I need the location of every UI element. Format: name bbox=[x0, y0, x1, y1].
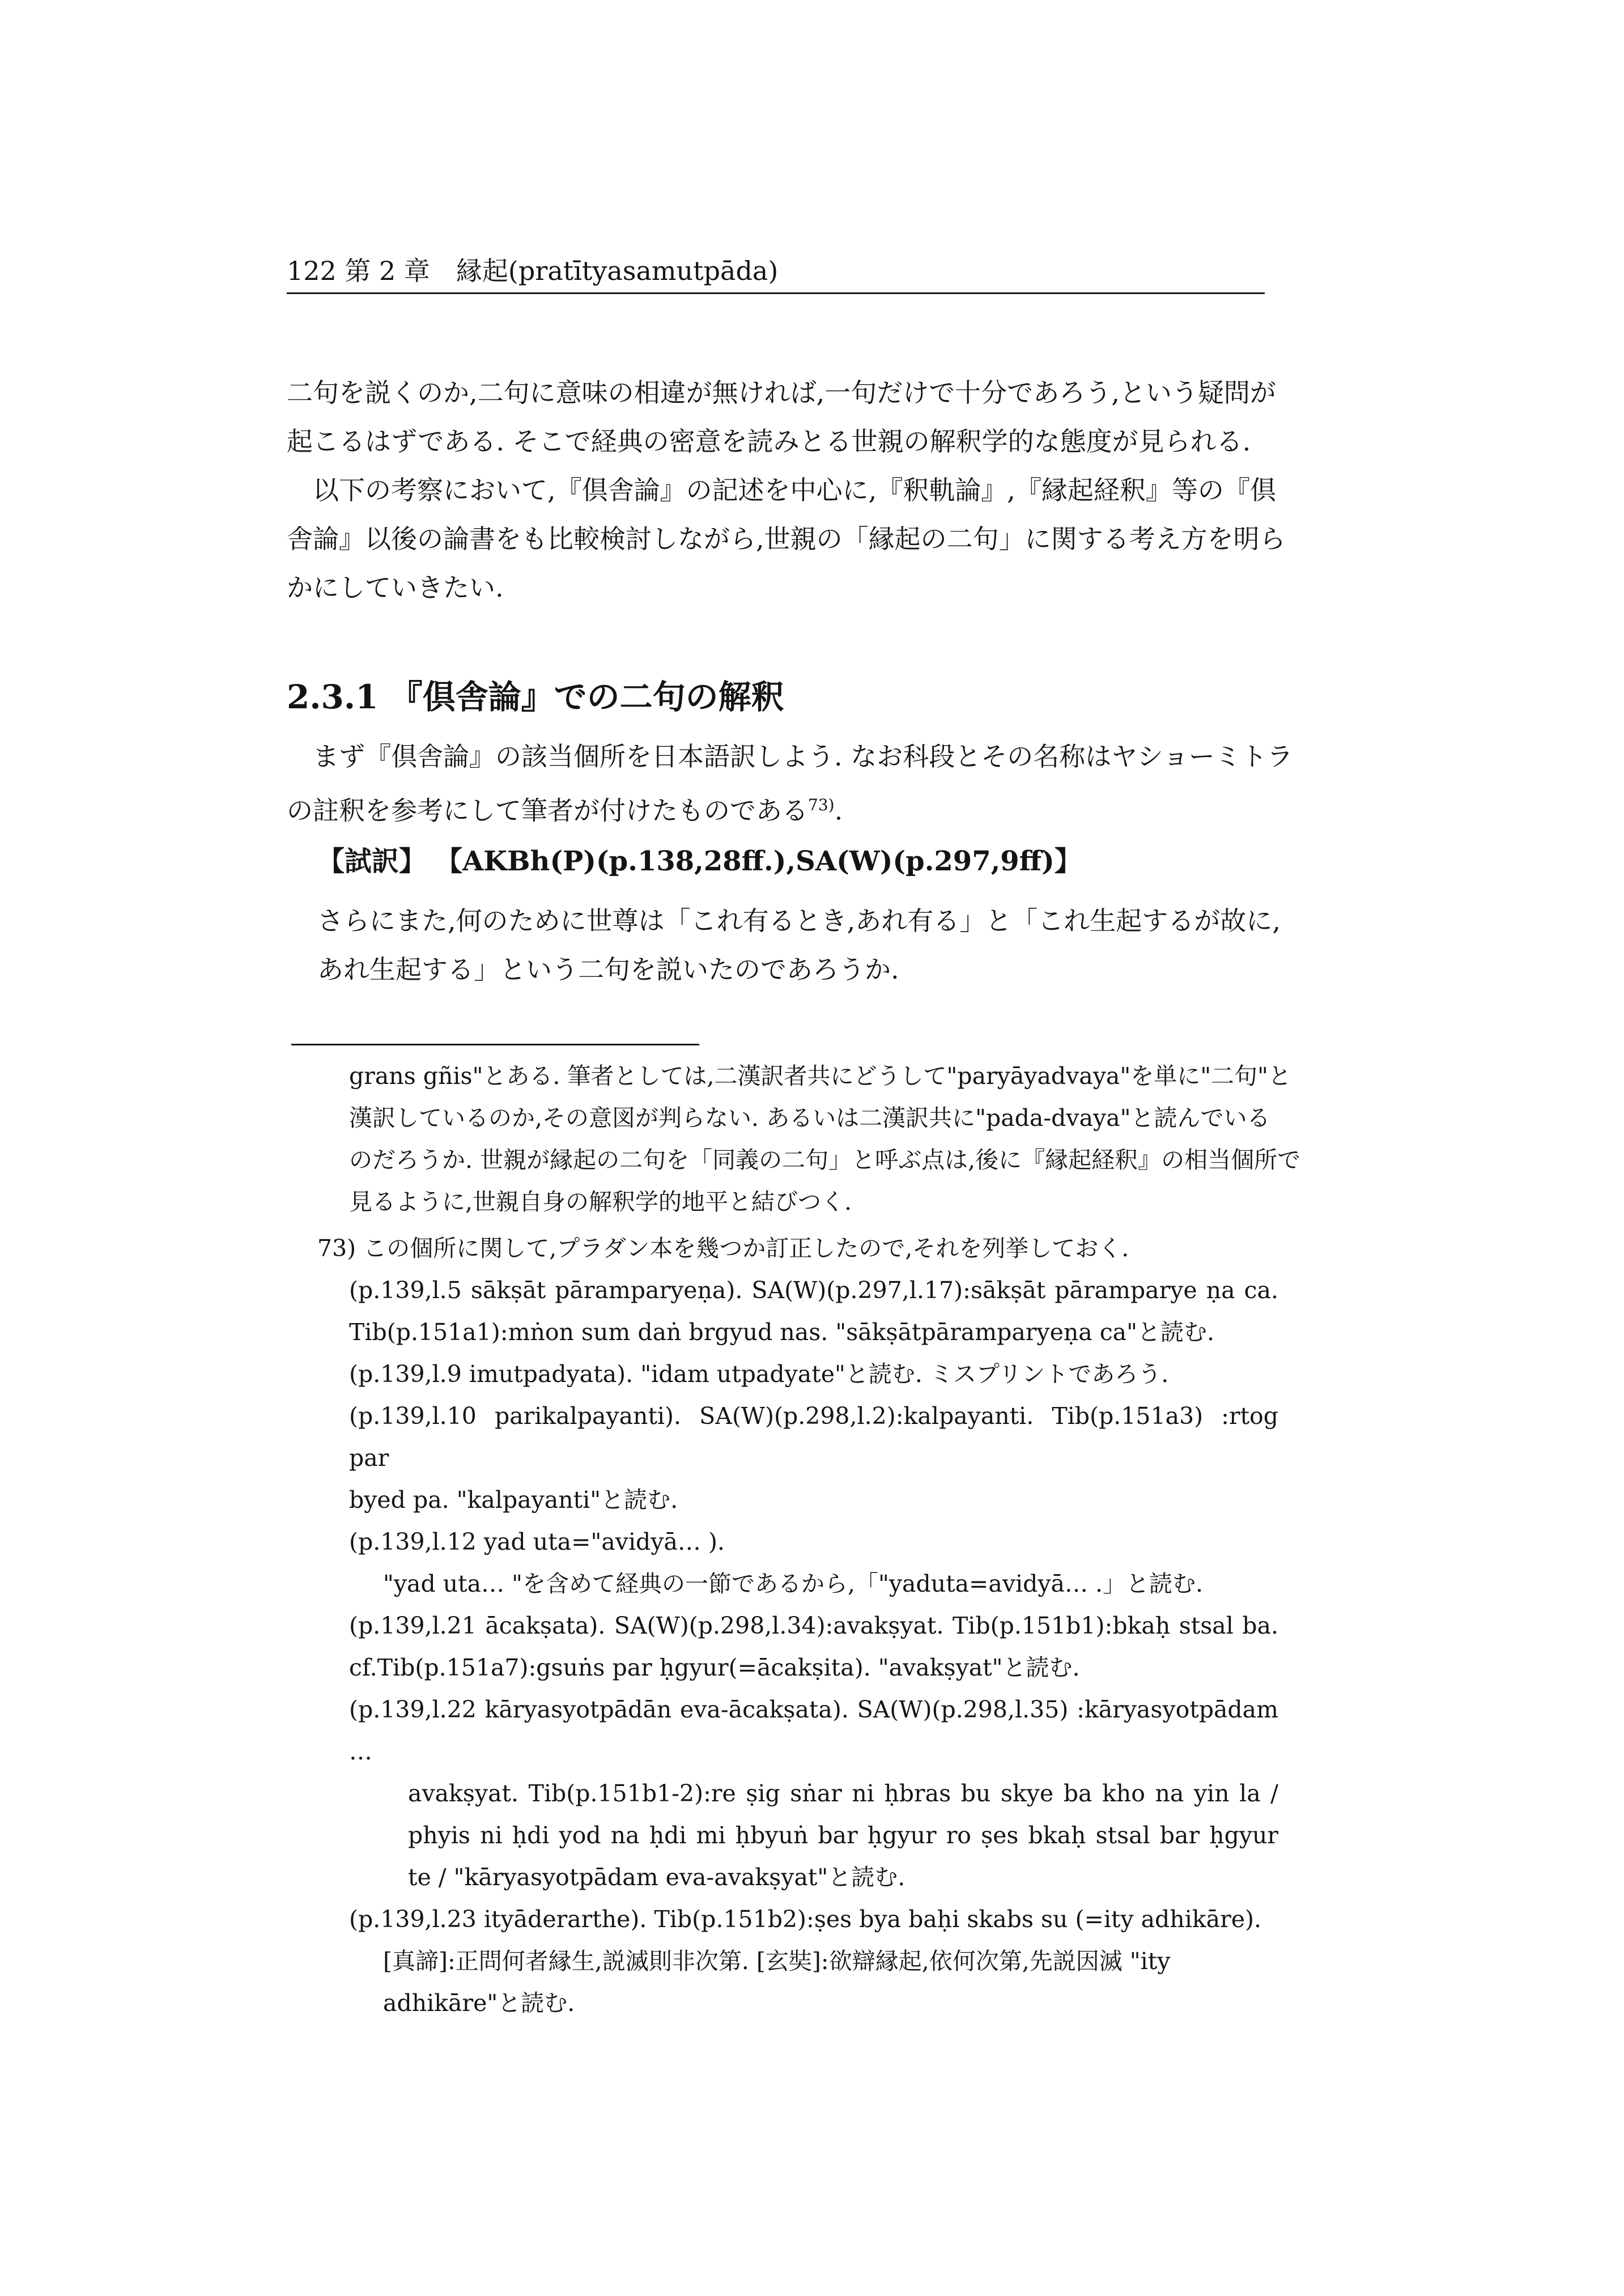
section-paragraph-period: . bbox=[834, 795, 843, 826]
footnote-entry: (p.139,l.10 parikalpayanti). SA(W)(p.298,l.2):kalpayanti. Tib(p.151a3) :rtog par bbox=[349, 1402, 1278, 1472]
footnote-ref-73[interactable]: 73) bbox=[808, 796, 835, 814]
footnote-continued-line: 見るように,世親自身の解釈学的地平と結びつく. bbox=[349, 1188, 852, 1215]
footnote-entry: (p.139,l.22 kāryasyotpādān eva-ācakṣata). SA(W)(p.298,l.35) :kāryasyotpādam … bbox=[349, 1696, 1278, 1765]
footnote-entry: (p.139,l.21 ācakṣata). SA(W)(p.298,l.34):avakṣyat. Tib(p.151b1):bkaḥ stsal ba. bbox=[349, 1612, 1278, 1639]
footnote-entry: [真諦]:正問何者縁生,説滅則非次第. [玄奘]:欲辯縁起,依何次第,先説因滅 "ity bbox=[383, 1948, 1171, 1975]
footnote-entry: phyis ni ḥdi yod na ḥdi mi ḥbyuṅ bar ḥgyur ro ṣes bkaḥ stsal bar ḥgyur bbox=[408, 1822, 1278, 1849]
footnote-entry-note: "yad uta… "を含めて経典の一節であるから,「"yaduta=avidyā… .」と読む. bbox=[383, 1570, 1204, 1597]
footnote-entry: te / "kāryasyotpādam eva-avakṣyat"と読む. bbox=[408, 1864, 905, 1891]
header-rule bbox=[287, 292, 1265, 294]
footnote-continued bbox=[349, 1055, 1301, 1223]
footnote-continued-line: のだろうか. 世親が縁起の二句を「同義の二句」と呼ぶ点は,後に『縁起経釈』の相当個所で bbox=[349, 1146, 1301, 1173]
footnote-continued-line: grans gñis"とある. 筆者としては,二漢訳者共にどうして"paryāyadvaya"を単に"二句"と bbox=[349, 1062, 1291, 1090]
footnote-entry: (p.139,l.9 imutpadyata). "idam utpadyate"と読む. ミスプリントであろう. bbox=[349, 1360, 1169, 1388]
footnote-entry: Tib(p.151a1):mṅon sum daṅ brgyud nas. "sākṣātpāramparyeṇa ca"と読む. bbox=[349, 1319, 1215, 1346]
section-heading: 2.3.1 『倶舎論』での二句の解釈 bbox=[287, 678, 784, 716]
trial-reference: 【AKBh(P)(p.138,28ff.),SA(W)(p.297,9ff)】 bbox=[449, 845, 1082, 877]
footnote-73: 73) この個所に関して,プラダン本を幾つか訂正したので,それを列挙しておく. bbox=[317, 1235, 1129, 1262]
footnote-entry: byed pa. "kalpayanti"と読む. bbox=[349, 1486, 678, 1513]
intro-line-1: 二句を説くのか,二句に意味の相違が無ければ,一句だけで十分であろう,という疑問が bbox=[287, 377, 1276, 408]
footnote-continued-line: 漢訳しているのか,その意図が判らない. あるいは二漢訳共に"pada-dvaya"と読んでいる bbox=[349, 1104, 1270, 1132]
footnote-separator bbox=[291, 1044, 699, 1045]
intro-line-2: 起こるはずである. そこで経典の密意を読みとる世親の解釈学的な態度が見られる. bbox=[287, 426, 1251, 457]
footnote-entry: (p.139,l.5 sākṣāt pāramparyeṇa). SA(W)(p.297,l.17):sākṣāt pāramparye ṇa ca. bbox=[349, 1277, 1278, 1304]
intro-paragraphs bbox=[287, 368, 1295, 612]
section-paragraph-text: まず『倶舎論』の該当個所を日本語訳しよう. なお科段とその名称はヤショーミトラの註釈を参考にして筆者が付けたものである bbox=[287, 741, 1293, 826]
trial-heading bbox=[317, 839, 1104, 884]
footnote-73-entries bbox=[349, 1269, 1278, 2024]
footnote-entry: (p.139,l.12 yad uta="avidyā… ). bbox=[349, 1528, 725, 1555]
section-paragraph bbox=[287, 732, 1295, 835]
footnote-entry: cf.Tib(p.151a7):gsuṅs par ḥgyur(=ācakṣita). "avakṣyat"と読む. bbox=[349, 1654, 1080, 1681]
trial-label: 【試訳】 bbox=[317, 845, 427, 877]
trial-translation: さらにまた,何のために世尊は「これ有るとき,あれ有る」と「これ生起するが故に,あれ生起する」という二句を説いたのであろうか. bbox=[317, 905, 1281, 985]
footnote-entry: (p.139,l.23 ityāderarthe). Tib(p.151b2):ṣes bya baḥi skabs su (=ity adhikāre). bbox=[349, 1906, 1261, 1933]
running-head: 122 第 2 章 縁起(pratītyasamutpāda) bbox=[287, 256, 779, 286]
footnote-entry: adhikāre"と読む. bbox=[383, 1989, 575, 2017]
footnote-entry: avakṣyat. Tib(p.151b1-2):re ṣig sṅar ni ḥbras bu skye ba kho na yin la / bbox=[408, 1780, 1278, 1807]
intro-paragraph-2: 以下の考察において,『倶舎論』の記述を中心に,『釈軌論』,『縁起経釈』等の『倶舎論』以後の論書をも比較検討しながら,世親の「縁起の二句」に関する考え方を明らかにしていきたい. bbox=[287, 475, 1286, 603]
